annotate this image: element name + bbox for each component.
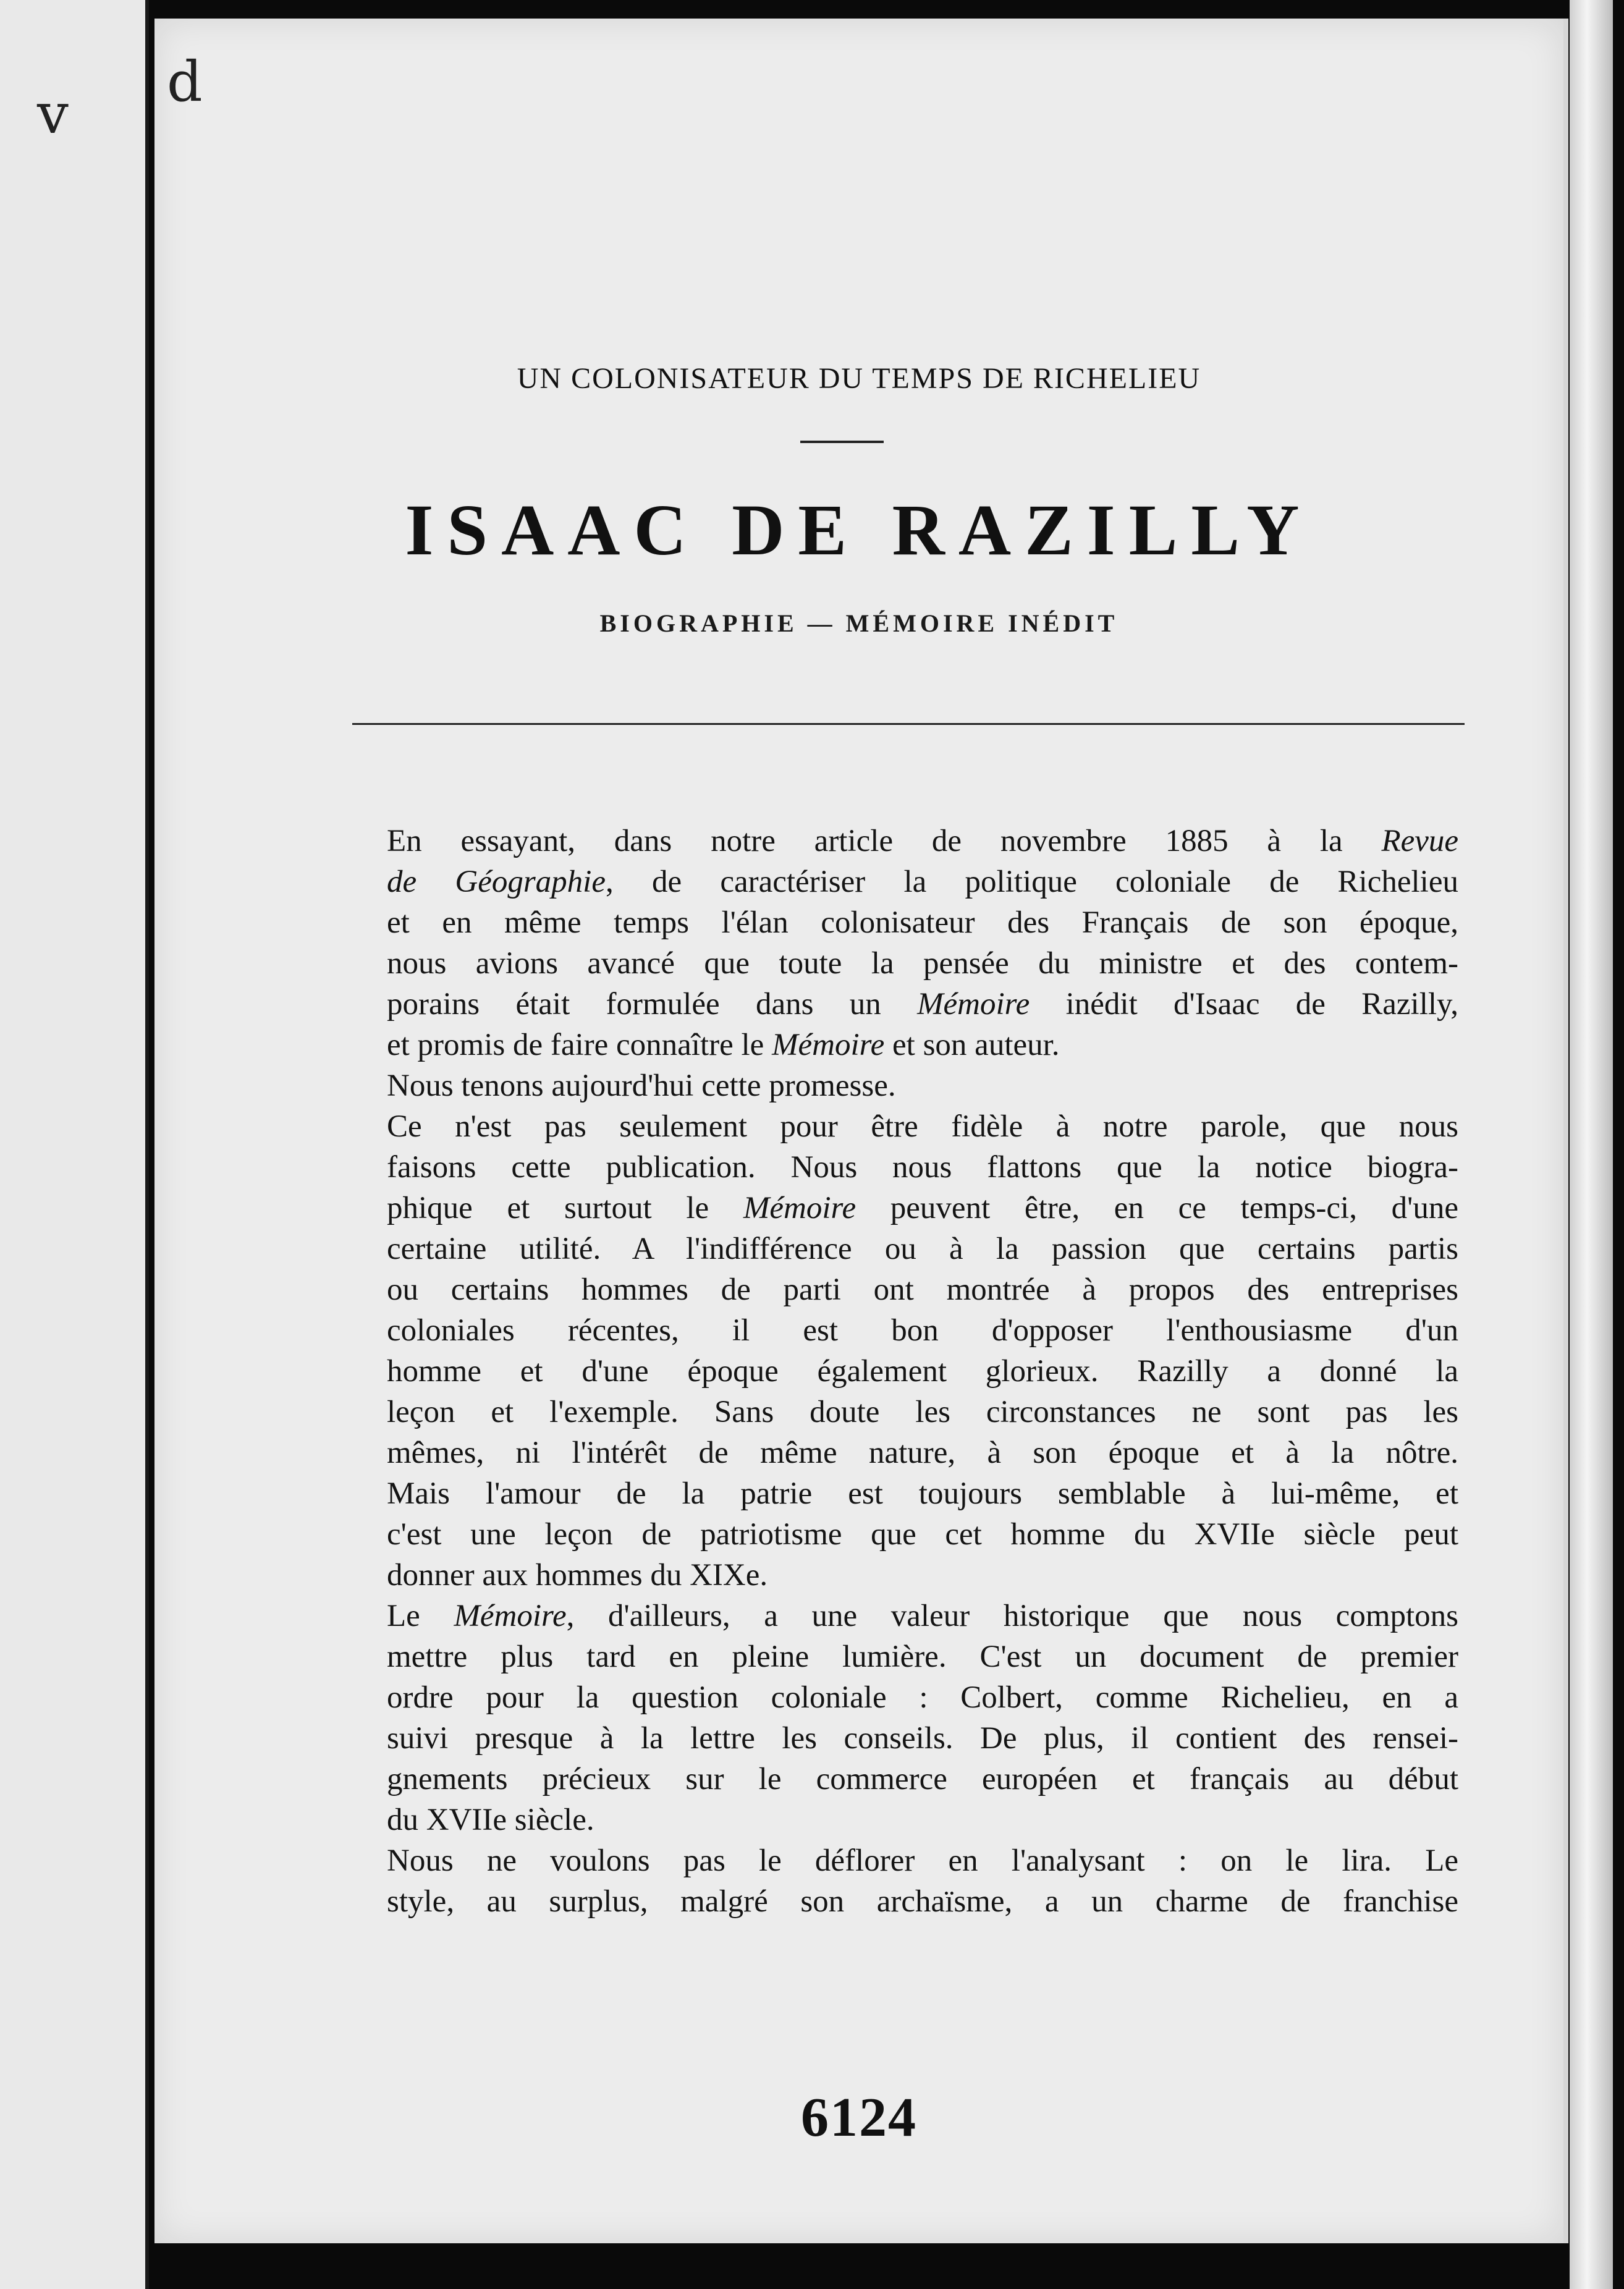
document-page bbox=[154, 19, 1568, 2243]
section-divider bbox=[352, 723, 1465, 725]
paragraph-1 bbox=[346, 821, 1458, 1065]
text-line: et en même temps l'élan colonisateur des Français de son époque, bbox=[387, 905, 1458, 940]
text-line: et promis de faire connaître le Mémoire et son auteur. bbox=[387, 1028, 1060, 1062]
text-line: Nous tenons aujourd'hui cette promesse. bbox=[387, 1068, 896, 1103]
text-line: faisons cette publication. Nous nous flattons que la notice biogra- bbox=[387, 1150, 1458, 1185]
text-line: Nous ne voulons pas le déflorer en l'analysant : on le lira. Le bbox=[387, 1843, 1458, 1878]
text-line: coloniales récentes, il est bon d'opposer l'enthousiasme d'un bbox=[387, 1313, 1458, 1348]
text-line: style, au surplus, malgré son archaïsme, a un charme de franchise bbox=[387, 1884, 1458, 1919]
text-line: du XVIIe siècle. bbox=[387, 1803, 594, 1837]
text-line: Le Mémoire, d'ailleurs, a une valeur historique que nous comptons bbox=[387, 1599, 1459, 1633]
text-line: gnements précieux sur le commerce européen et français au début bbox=[387, 1762, 1458, 1796]
paragraph-5 bbox=[346, 1840, 1458, 1922]
text-line: Mais l'amour de la patrie est toujours semblable à lui-même, et bbox=[387, 1476, 1458, 1511]
text-line: de Géographie, de caractériser la politique coloniale de Richelieu bbox=[387, 865, 1458, 899]
short-divider bbox=[800, 441, 884, 443]
text-line: certaine utilité. A l'indifférence ou à la passion que certains partis bbox=[387, 1232, 1458, 1266]
text-line: En essayant, dans notre article de novembre 1885 à la Revue bbox=[387, 824, 1458, 858]
text-line: mêmes, ni l'intérêt de même nature, à son époque et à la nôtre. bbox=[387, 1436, 1458, 1470]
text-line: porains était formulée dans un Mémoire inédit d'Isaac de Razilly, bbox=[387, 987, 1458, 1022]
overline-heading: UN COLONISATEUR DU TEMPS DE RICHELIEU bbox=[517, 362, 1201, 395]
text-line: ordre pour la question coloniale : Colbert, comme Richelieu, en a bbox=[387, 1680, 1458, 1715]
text-line: leçon et l'exemple. Sans doute les circonstances ne sont pas les bbox=[387, 1395, 1458, 1429]
text-line: nous avions avancé que toute la pensée du ministre et des contem- bbox=[387, 946, 1458, 981]
text-line: ou certains hommes de parti ont montrée à propos des entreprises bbox=[387, 1272, 1458, 1307]
page-edge bbox=[1570, 0, 1613, 2289]
page-subtitle: BIOGRAPHIE — MÉMOIRE INÉDIT bbox=[599, 609, 1119, 637]
text-line: suivi presque à la lettre les conseils. De plus, il contient des rensei- bbox=[387, 1721, 1458, 1756]
margin-mark-left: v bbox=[37, 82, 69, 146]
text-line: c'est une leçon de patriotisme que cet homme du XVIIe siècle peut bbox=[387, 1517, 1458, 1552]
text-line: homme et d'une époque également glorieux. Razilly a donné la bbox=[387, 1354, 1458, 1389]
text-line: donner aux hommes du XIXe. bbox=[387, 1558, 768, 1593]
paragraph-2 bbox=[346, 1065, 1458, 1106]
text-line: Ce n'est pas seulement pour être fidèle à notre parole, que nous bbox=[387, 1109, 1458, 1144]
text-line: phique et surtout le Mémoire peuvent être, en ce temps-ci, d'une bbox=[387, 1191, 1458, 1225]
page-number: 6124 bbox=[801, 2087, 917, 2148]
margin-mark-top: d bbox=[167, 49, 203, 114]
paragraph-3 bbox=[346, 1106, 1458, 1596]
text-line: mettre plus tard en pleine lumière. C'est un document de premier bbox=[387, 1640, 1458, 1674]
body-text bbox=[346, 821, 1458, 1922]
paragraph-4 bbox=[346, 1596, 1458, 1840]
page-title: ISAAC DE RAZILLY bbox=[405, 489, 1313, 570]
left-facing-page-strip bbox=[0, 0, 149, 2289]
